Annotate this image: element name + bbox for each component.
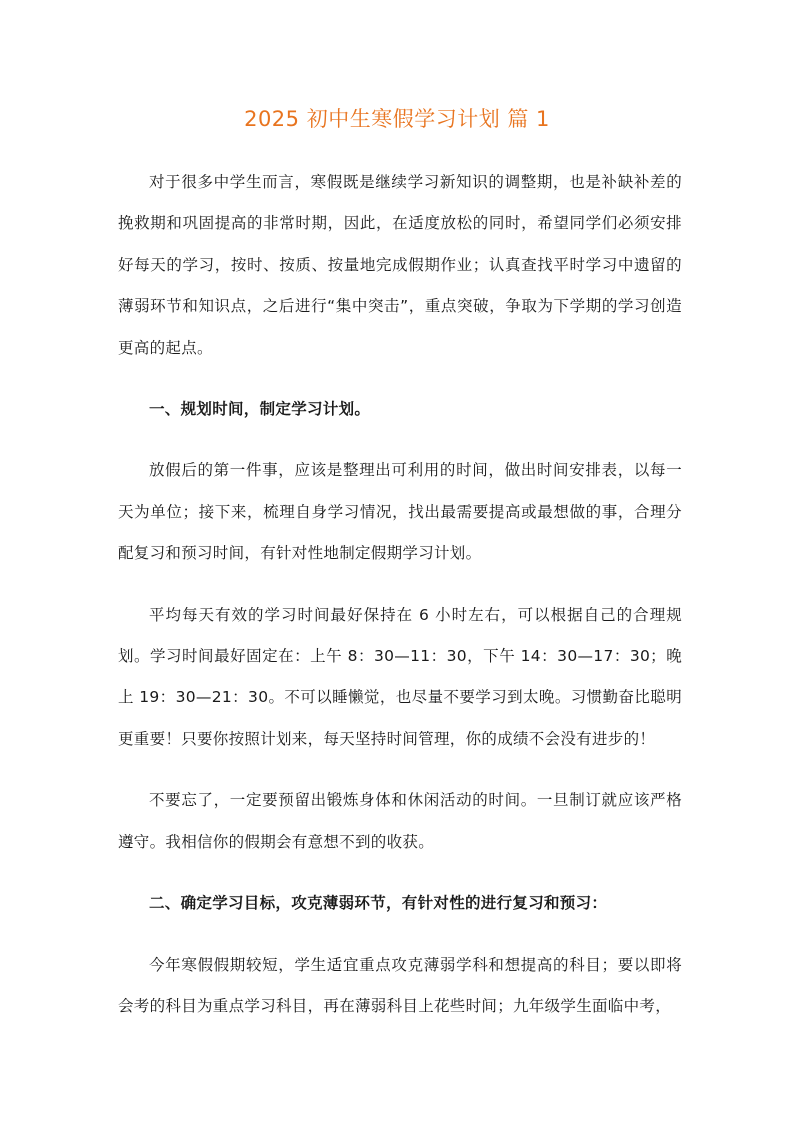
document-body (118, 162, 682, 1027)
paragraph-time-plan: 放假后的第一件事，应该是整理出可利用的时间，做出时间安排表，以每一天为单位；接下来，梳理自身学习情况，找出最需要提高或最想做的事，合理分配复习和预习时间，有针对性地制定假期学习计划。 (118, 461, 682, 563)
paragraph-gap (118, 430, 682, 450)
section-heading-1: 一、规划时间，制定学习计划。 (149, 400, 371, 419)
paragraph-gap (118, 863, 682, 883)
paragraph-study-hours: 平均每天有效的学习时间最好保持在 6 小时左右，可以根据自己的合理规划。学习时间最好固定在：上午 8：30—11：30，下午 14：30—17：30；晚上 19：30—21：30。不可以睡懒觉，也尽量不要学习到太晚。习惯勤奋比聪明更重要！只要你按照计划来，每天坚持时间管理，你的成绩不会没有进步的！ (118, 605, 682, 748)
paragraph-gap (118, 760, 682, 780)
paragraph-goals: 今年寒假假期较短，学生适宜重点攻克薄弱学科和想提高的科目；要以即将会考的科目为重点学习科目，再在薄弱科目上花些时间；九年级学生面临中考， (118, 955, 682, 1015)
paragraph-gap (118, 575, 682, 595)
section-heading-2: 二、确定学习目标，攻克薄弱环节，有针对性的进行复习和预习： (149, 894, 608, 913)
paragraph-gap (118, 925, 682, 945)
document-title: 2025 初中生寒假学习计划 篇 1 (244, 107, 550, 131)
paragraph-exercise: 不要忘了，一定要预留出锻炼身体和休闲活动的时间。一旦制订就应该严格遵守。我相信你的假期会有意想不到的收获。 (118, 791, 682, 851)
paragraph-intro: 对于很多中学生而言，寒假既是继续学习新知识的调整期，也是补缺补差的挽救期和巩固提高的非常时期，因此，在适度放松的同时，希望同学们必须安排好每天的学习，按时、按质、按量地完成假期作业；认真查找平时学习中遗留的薄弱环节和知识点，之后进行“集中突击”，重点突破，争取为下学期的学习创造更高的起点。 (118, 173, 682, 357)
paragraph-gap (118, 369, 682, 389)
